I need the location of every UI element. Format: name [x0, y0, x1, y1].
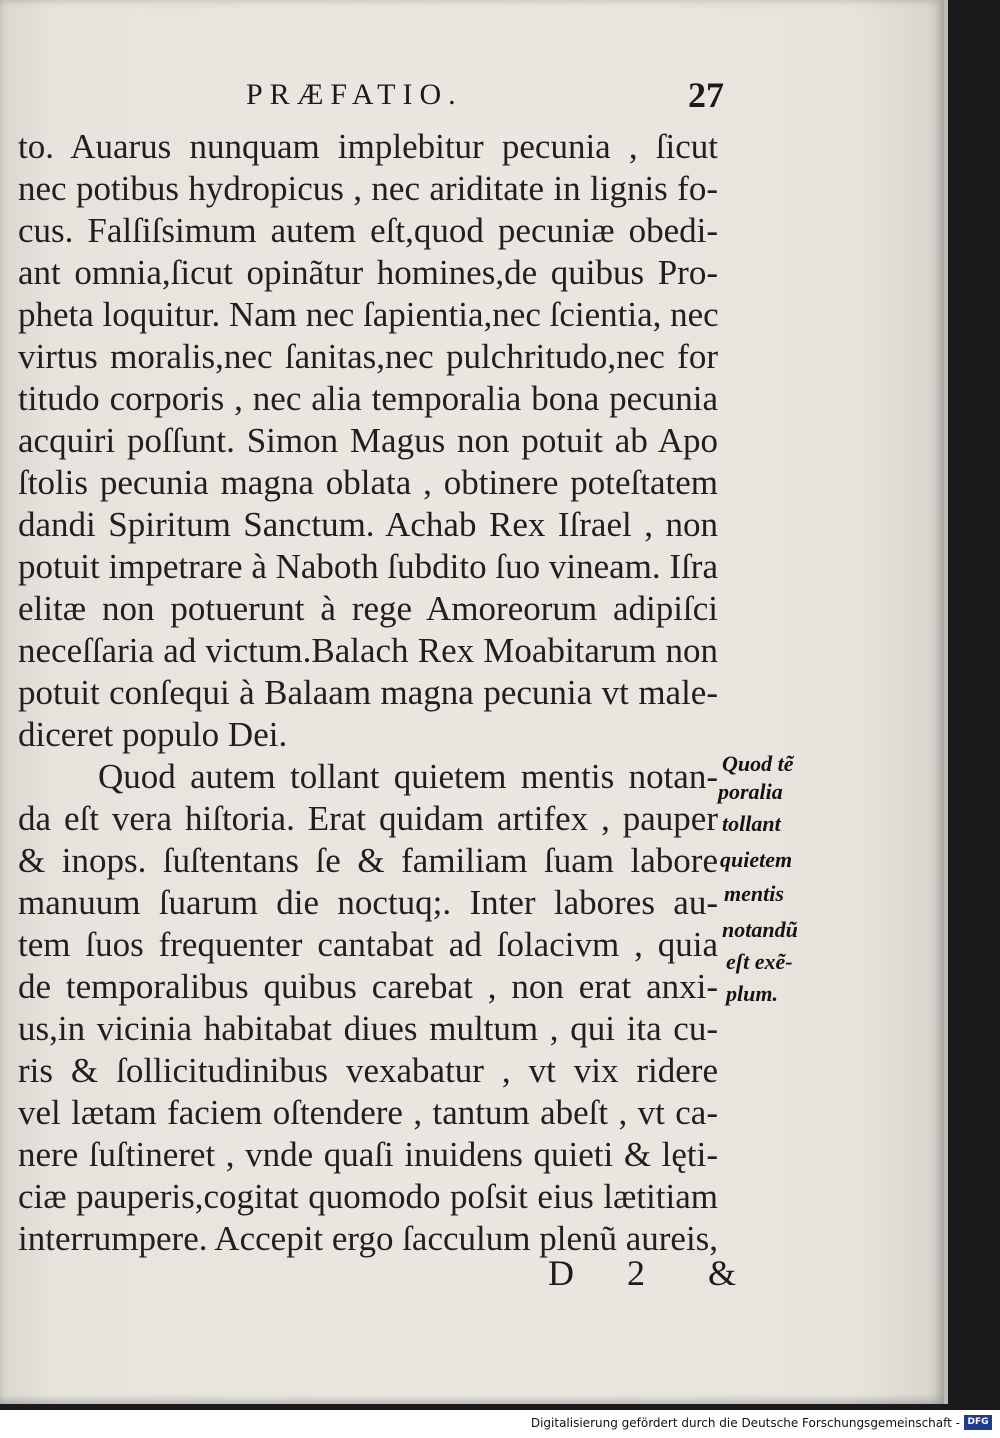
text-line-7: titudo corporis , nec alia temporalia bona pecunia: [18, 379, 718, 418]
footer-bar: [0, 1410, 1000, 1438]
text-line-19: manuum ſuarum die noctuq;. Inter labores au-: [18, 883, 718, 922]
page-edge: [944, 0, 948, 1404]
text-line-14: potuit conſequi à Balaam magna pecunia vt male-: [18, 673, 718, 712]
text-line-4: ant omnia,ſicut opinãtur homines,de quibus Pro-: [18, 253, 718, 292]
text-line-6: virtus moralis,nec ſanitas,nec pulchritudo,nec for: [18, 337, 718, 376]
catchword: &: [708, 1253, 737, 1293]
text-line-9: ſtolis pecunia magna oblata , obtinere poteſtatem: [18, 463, 718, 502]
dfg-logo-icon: DFG: [964, 1415, 992, 1430]
text-line-15: diceret populo Dei.: [18, 715, 288, 754]
running-head: PRÆFATIO.: [246, 78, 463, 111]
text-line-21: de temporalibus quibus carebat , non erat anxi-: [18, 967, 718, 1006]
text-line-1: to. Auarus nunquam implebitur pecunia , ſicut: [18, 127, 718, 166]
funding-credit: Digitalisierung gefördert durch die Deutsche Forschungsgemeinschaft -: [530, 1416, 960, 1430]
text-line-27: interrumpere. Accepit ergo ſacculum plenũ aureis,: [18, 1219, 719, 1258]
text-line-22: us,in vicinia habitabat diues multum , qui ita cu-: [18, 1009, 718, 1048]
marginal-note-line-4: quietem: [720, 847, 793, 872]
text-line-10: dandi Spiritum Sanctum. Achab Rex Iſrael , non: [18, 505, 718, 544]
page-number: 27: [688, 75, 724, 115]
text-line-18: & inops. ſuſtentans ſe & familiam ſuam labore: [18, 841, 718, 880]
marginal-note-line-5: mentis: [724, 881, 784, 906]
text-line-8: acquiri poſſunt. Simon Magus non potuit ab Apo: [18, 421, 718, 460]
text-line-16: Quod autem tollant quietem mentis notan-: [98, 757, 718, 796]
text-line-13: neceſſaria ad victum.Balach Rex Moabitarum non: [18, 631, 718, 670]
marginal-note-line-8: plum.: [726, 981, 778, 1006]
text-line-12: elitæ non potuerunt à rege Amoreorum adipiſci: [18, 589, 718, 628]
text-line-23: ris & ſollicitudinibus vexabatur , vt vix ridere: [18, 1051, 718, 1090]
marginal-note-line-2: poralia: [718, 779, 783, 804]
text-line-2: nec potibus hydropicus , nec ariditate in lignis fo-: [18, 169, 718, 208]
signature-mark: D 2: [548, 1253, 667, 1293]
text-line-24: vel lætam faciem oſtendere , tantum abeſt , vt ca-: [18, 1093, 718, 1132]
marginal-note-line-1: Quod tẽ: [722, 751, 794, 776]
marginal-note-line-3: tollant: [722, 811, 781, 836]
text-line-26: ciæ pauperis,cogitat quomodo poſsit eius lætitiam: [18, 1177, 718, 1216]
text-line-3: cus. Falſiſsimum autem eſt,quod pecuniæ obedi-: [18, 211, 718, 250]
text-line-25: nere ſuſtineret , vnde quaſi inuidens quieti & lęti-: [18, 1135, 718, 1174]
text-line-5: pheta loquitur. Nam nec ſapientia,nec ſcientia, nec: [18, 295, 719, 334]
marginal-note-line-7: eſt exẽ-: [726, 949, 793, 974]
marginal-note-line-6: notandũ: [722, 917, 798, 942]
text-line-17: da eſt vera hiſtoria. Erat quidam artifex , pauper: [18, 799, 718, 838]
text-line-11: potuit impetrare à Naboth ſubdito ſuo vineam. Iſra: [18, 547, 718, 586]
text-line-20: tem ſuos frequenter cantabat ad ſolacivm , quia: [18, 925, 718, 964]
